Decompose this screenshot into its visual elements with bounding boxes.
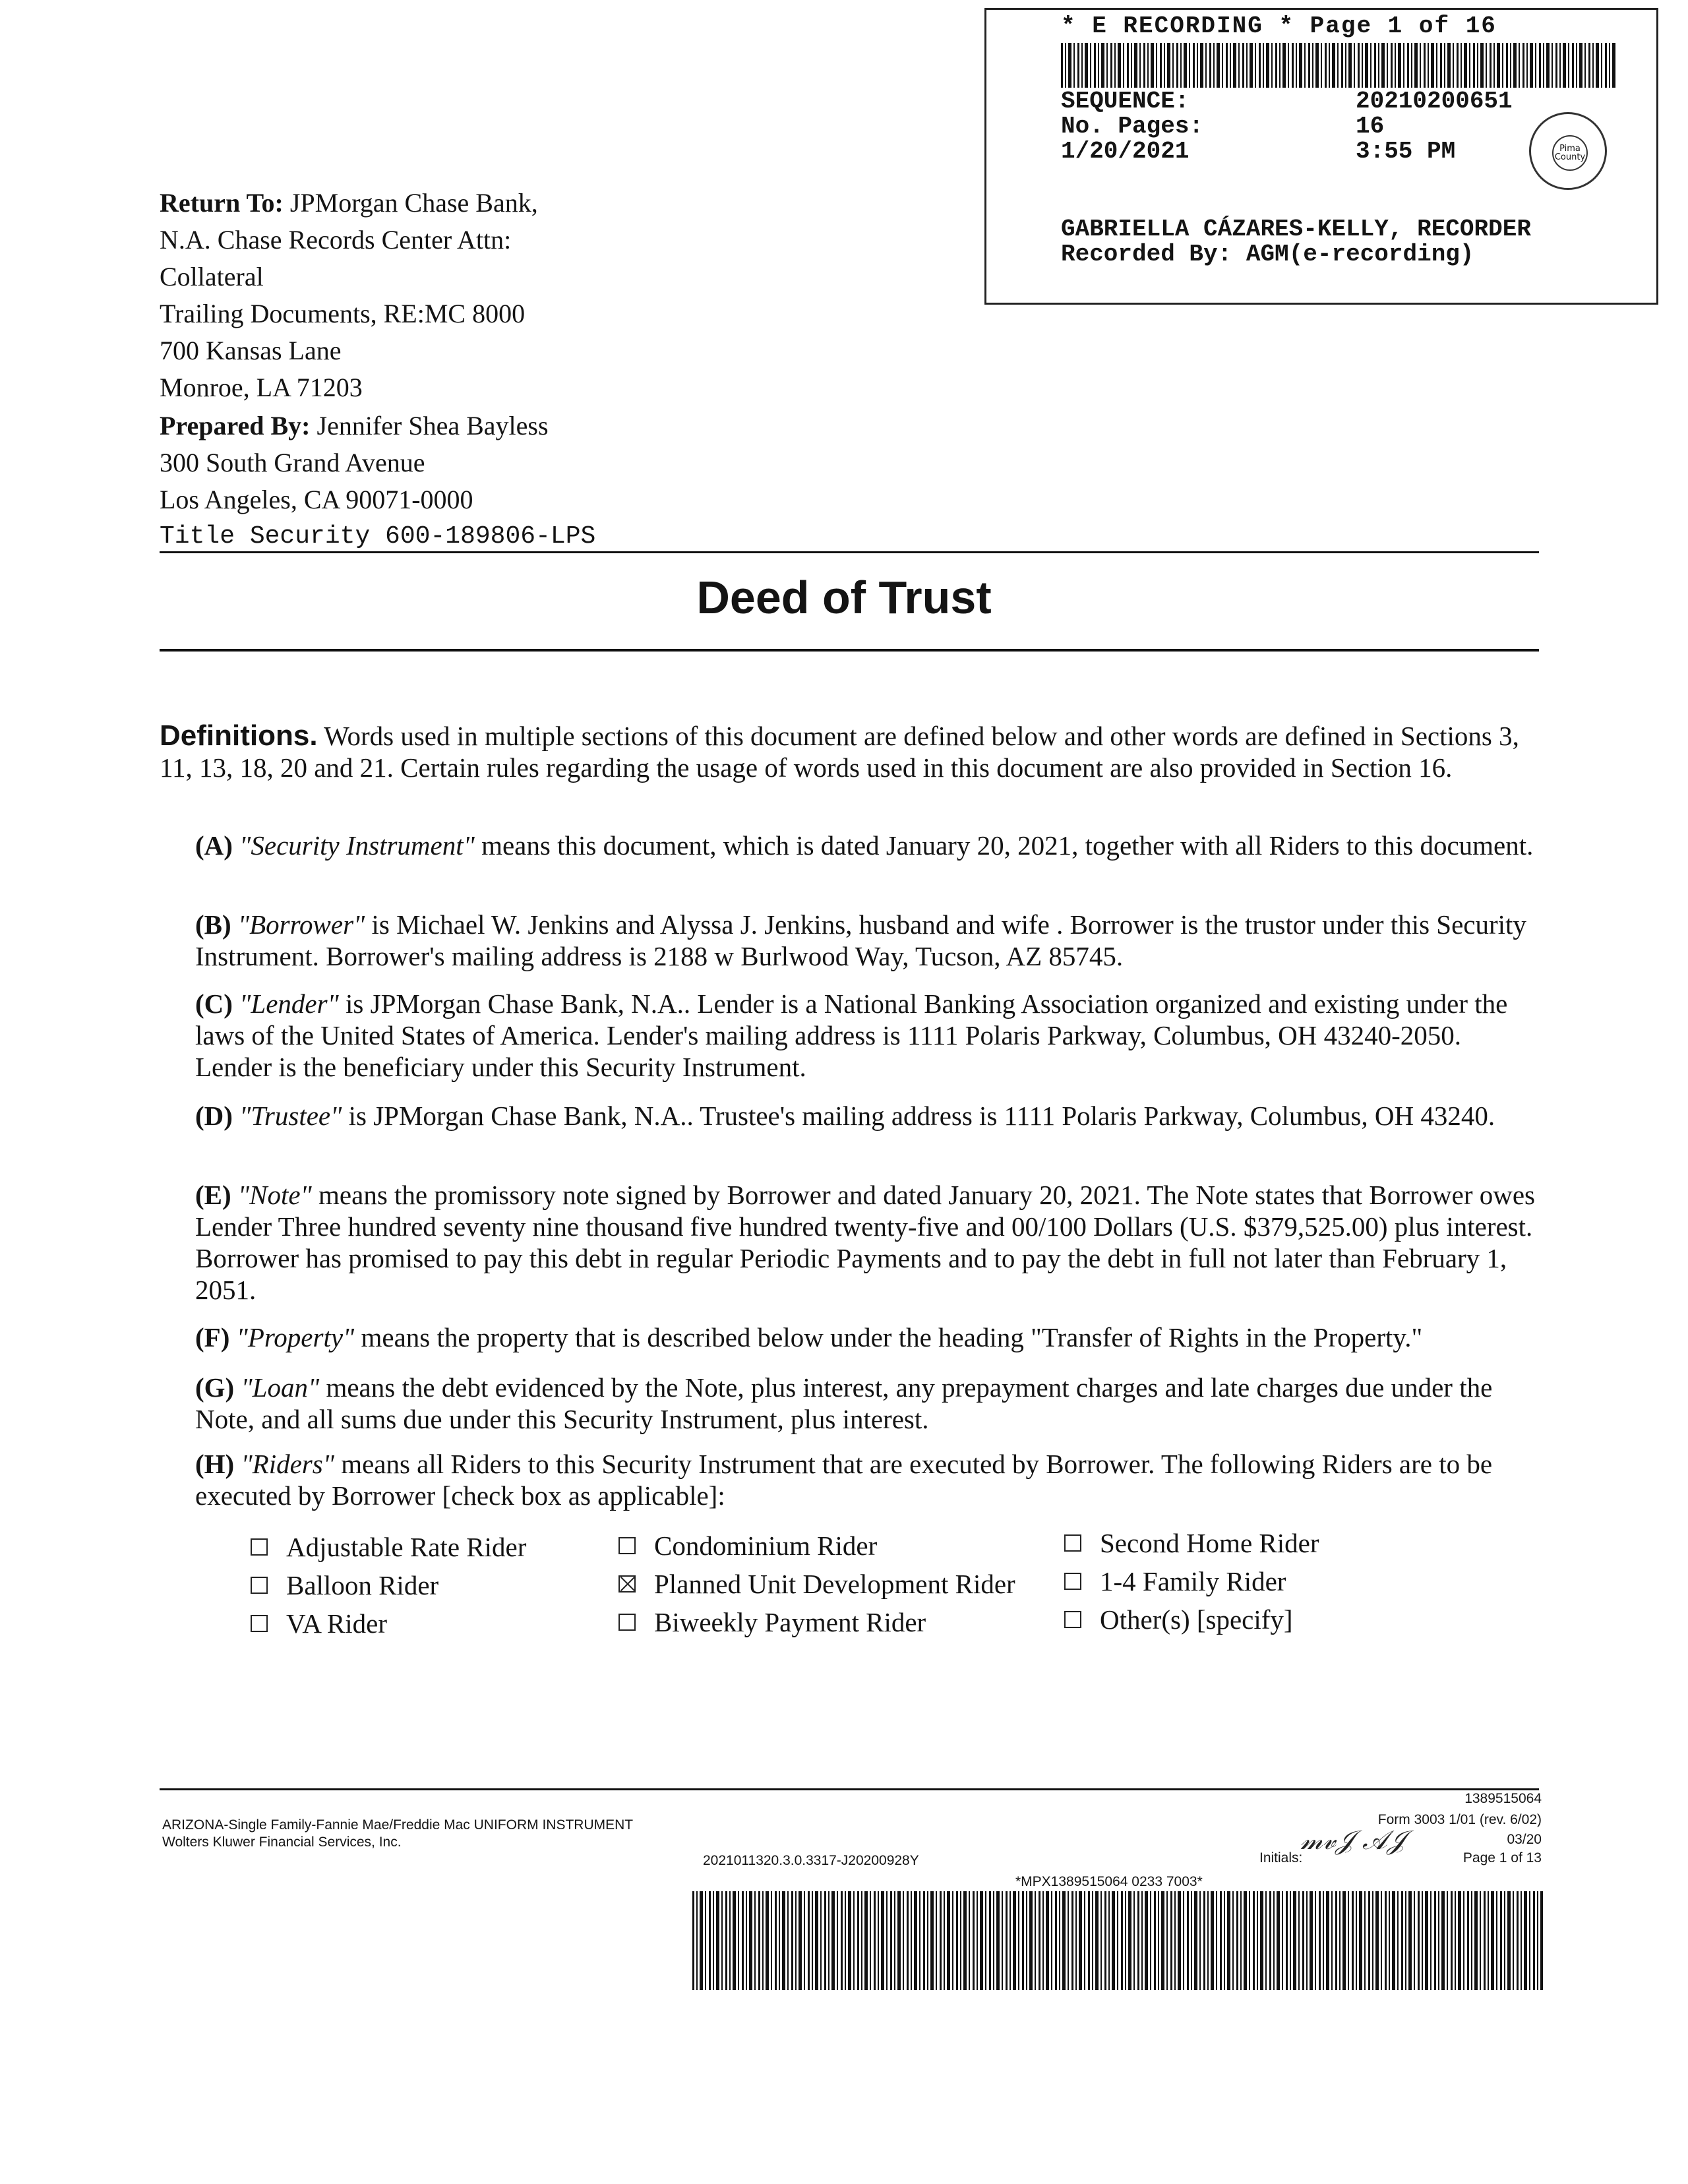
rider-checkbox[interactable] <box>618 1614 636 1631</box>
rider-checkbox[interactable] <box>1064 1534 1081 1552</box>
definition-letter: (E) <box>195 1180 231 1210</box>
definition-letter: (H) <box>195 1449 235 1479</box>
rule-top <box>160 551 1539 553</box>
rider-label: Adjustable Rate Rider <box>286 1532 527 1562</box>
definitions-intro-text: Words used in multiple sections of this document are defined below and other words are defined in Sections 3, 11, 13, 18, 20 and 21. Certain rules regarding the usage of words used in this document are also provided in Section 16. <box>160 721 1519 783</box>
rider-planned-unit-development <box>618 1568 1015 1600</box>
prepared-by-line2: 300 South Grand Avenue <box>160 448 425 477</box>
return-to-block <box>160 185 538 406</box>
return-to-label: Return To: <box>160 188 284 218</box>
definitions-heading: Definitions. <box>160 719 318 752</box>
county-recorder-seal <box>1529 112 1607 190</box>
definition-f <box>195 1321 1542 1353</box>
footer-instrument-line: ARIZONA-Single Family-Fannie Mae/Freddie Mac UNIFORM INSTRUMENT <box>162 1817 634 1833</box>
rider-checkbox[interactable] <box>251 1615 268 1632</box>
definition-text: is Michael W. Jenkins and Alyssa J. Jenkins, husband and wife . Borrower is the trustor under this Security Instrument. Borrower's mailing address is 2188 w Burlwood Way, Tucson, AZ 85745. <box>195 909 1526 971</box>
rider-label: Other(s) [specify] <box>1100 1604 1293 1635</box>
rider-biweekly-payment <box>618 1606 926 1638</box>
recording-barcode <box>1061 43 1616 88</box>
footer-barcode-text: *MPX1389515064 0233 7003* <box>1015 1874 1203 1889</box>
footer-page-number: Page 1 of 13 <box>1462 1850 1542 1866</box>
return-to-line1: JPMorgan Chase Bank, <box>289 188 538 218</box>
definition-e <box>195 1179 1542 1306</box>
recording-header: * E RECORDING * Page 1 of 16 <box>1061 13 1497 40</box>
rider-checkbox[interactable] <box>1064 1573 1081 1590</box>
rider-1-4-family <box>1064 1565 1286 1597</box>
prepared-by-line3: Los Angeles, CA 90071-0000 <box>160 485 473 514</box>
title-security-reference: Title Security 600-189806-LPS <box>160 522 596 551</box>
return-to-line2: N.A. Chase Records Center Attn: <box>160 225 512 255</box>
recording-time: 3:55 PM <box>1356 138 1456 165</box>
footer-rule <box>160 1788 1539 1790</box>
footer-loan-number: 1389515064 <box>1464 1791 1542 1806</box>
footer-barcode <box>692 1891 1543 1990</box>
definition-term: "Lender" <box>239 988 339 1019</box>
definition-h <box>195 1448 1542 1511</box>
sequence-label: SEQUENCE: <box>1061 88 1190 115</box>
definition-letter: (G) <box>195 1372 235 1403</box>
definition-letter: (A) <box>195 830 233 861</box>
recorder-name: GABRIELLA CÁZARES-KELLY, RECORDER <box>1061 216 1531 243</box>
rider-others <box>1064 1604 1293 1635</box>
rider-label: Biweekly Payment Rider <box>654 1607 926 1637</box>
pages-label: No. Pages: <box>1061 113 1204 140</box>
rider-adjustable-rate <box>251 1531 526 1563</box>
definition-b <box>195 909 1542 972</box>
recorded-by: Recorded By: AGM(e-recording) <box>1061 241 1474 268</box>
rider-checkbox[interactable] <box>251 1538 268 1556</box>
definition-term: "Security Instrument" <box>239 830 475 861</box>
footer-form: Form 3003 1/01 (rev. 6/02) <box>1377 1812 1542 1827</box>
footer-initials-label: Initials: <box>1259 1850 1303 1866</box>
definition-term: "Loan" <box>241 1372 320 1403</box>
prepared-by-name: Jennifer Shea Bayless <box>316 411 549 440</box>
footer-form-date: 03/20 <box>1507 1832 1542 1847</box>
prepared-by-block <box>160 408 549 518</box>
definition-term: "Riders" <box>241 1449 334 1479</box>
definition-text: means the promissory note signed by Borrower and dated January 20, 2021. The Note states that Borrower owes Lender Three hundred seventy nine thousand five hundred twenty-five and 00/100 Dollars (U.S. $379,525.00) plus interest. Borrower has promised to pay this debt in regular Periodic Payments and to pay the debt in full not later than February 1, 2051. <box>195 1180 1535 1305</box>
definition-letter: (B) <box>195 909 231 940</box>
sequence-value: 20210200651 <box>1356 88 1513 115</box>
recording-stamp-box <box>984 8 1658 305</box>
rider-second-home <box>1064 1527 1319 1559</box>
rider-checkbox[interactable] <box>251 1577 268 1594</box>
rider-label: Second Home Rider <box>1100 1528 1319 1558</box>
footer-doc-code: 2021011320.3.0.3317-J20200928Y <box>703 1853 919 1868</box>
definition-text: is JPMorgan Chase Bank, N.A.. Trustee's mailing address is 1111 Polaris Parkway, Columbus, OH 43240. <box>342 1101 1495 1131</box>
footer-publisher-line: Wolters Kluwer Financial Services, Inc. <box>162 1835 402 1850</box>
return-to-line5: 700 Kansas Lane <box>160 336 342 365</box>
recording-date: 1/20/2021 <box>1061 138 1190 165</box>
definition-term: "Property" <box>236 1322 355 1352</box>
definition-g <box>195 1372 1542 1435</box>
definition-letter: (C) <box>195 988 233 1019</box>
initials-handwriting-mark: 𝓂𝓋𝒥 𝒜𝒥 <box>1300 1825 1406 1856</box>
rider-checkbox[interactable] <box>1064 1611 1081 1628</box>
definitions-intro <box>160 720 1542 783</box>
seal-inner-text: Pima County <box>1552 135 1588 171</box>
rule-under-title <box>160 649 1539 652</box>
rider-label: Condominium Rider <box>654 1531 878 1561</box>
return-to-line6: Monroe, LA 71203 <box>160 373 363 402</box>
definition-text: means the property that is described below under the heading "Transfer of Rights in the Property." <box>354 1322 1423 1352</box>
definition-text: is JPMorgan Chase Bank, N.A.. Lender is a National Banking Association organized and existing under the laws of the United States of America. Lender's mailing address is 1111 Polaris Parkway, Columbus, OH 43240-2050. Lender is the beneficiary under this Security Instrument. <box>195 988 1508 1082</box>
prepared-by-label: Prepared By: <box>160 411 311 440</box>
rider-checkbox[interactable] <box>618 1537 636 1554</box>
pages-value: 16 <box>1356 113 1385 140</box>
rider-label: Planned Unit Development Rider <box>654 1569 1015 1599</box>
definition-term: "Borrower" <box>237 909 365 940</box>
rider-label: VA Rider <box>286 1608 388 1639</box>
rider-label: Balloon Rider <box>286 1570 439 1600</box>
definition-a <box>195 830 1542 861</box>
definition-term: "Note" <box>237 1180 312 1210</box>
definition-letter: (F) <box>195 1322 230 1352</box>
rider-balloon <box>251 1569 438 1601</box>
rider-checkbox-checked[interactable] <box>618 1575 636 1592</box>
definition-text: means this document, which is dated January 20, 2021, together with all Riders to this document. <box>474 830 1534 861</box>
definition-c <box>195 988 1542 1083</box>
document-title: Deed of Trust <box>696 572 992 623</box>
definition-text: means the debt evidenced by the Note, plus interest, any prepayment charges and late charges due under the Note, and all sums due under this Security Instrument, plus interest. <box>195 1372 1493 1434</box>
definition-letter: (D) <box>195 1101 233 1131</box>
rider-condominium <box>618 1530 877 1562</box>
rider-va <box>251 1608 387 1639</box>
rider-label: 1-4 Family Rider <box>1100 1566 1286 1596</box>
definition-d <box>195 1100 1542 1132</box>
definition-text: means all Riders to this Security Instrument that are executed by Borrower. The following Riders are to be executed by Borrower [check box as applicable]: <box>195 1449 1493 1511</box>
return-to-line3: Collateral <box>160 262 264 291</box>
definition-term: "Trustee" <box>239 1101 342 1131</box>
return-to-line4: Trailing Documents, RE:MC 8000 <box>160 299 526 328</box>
